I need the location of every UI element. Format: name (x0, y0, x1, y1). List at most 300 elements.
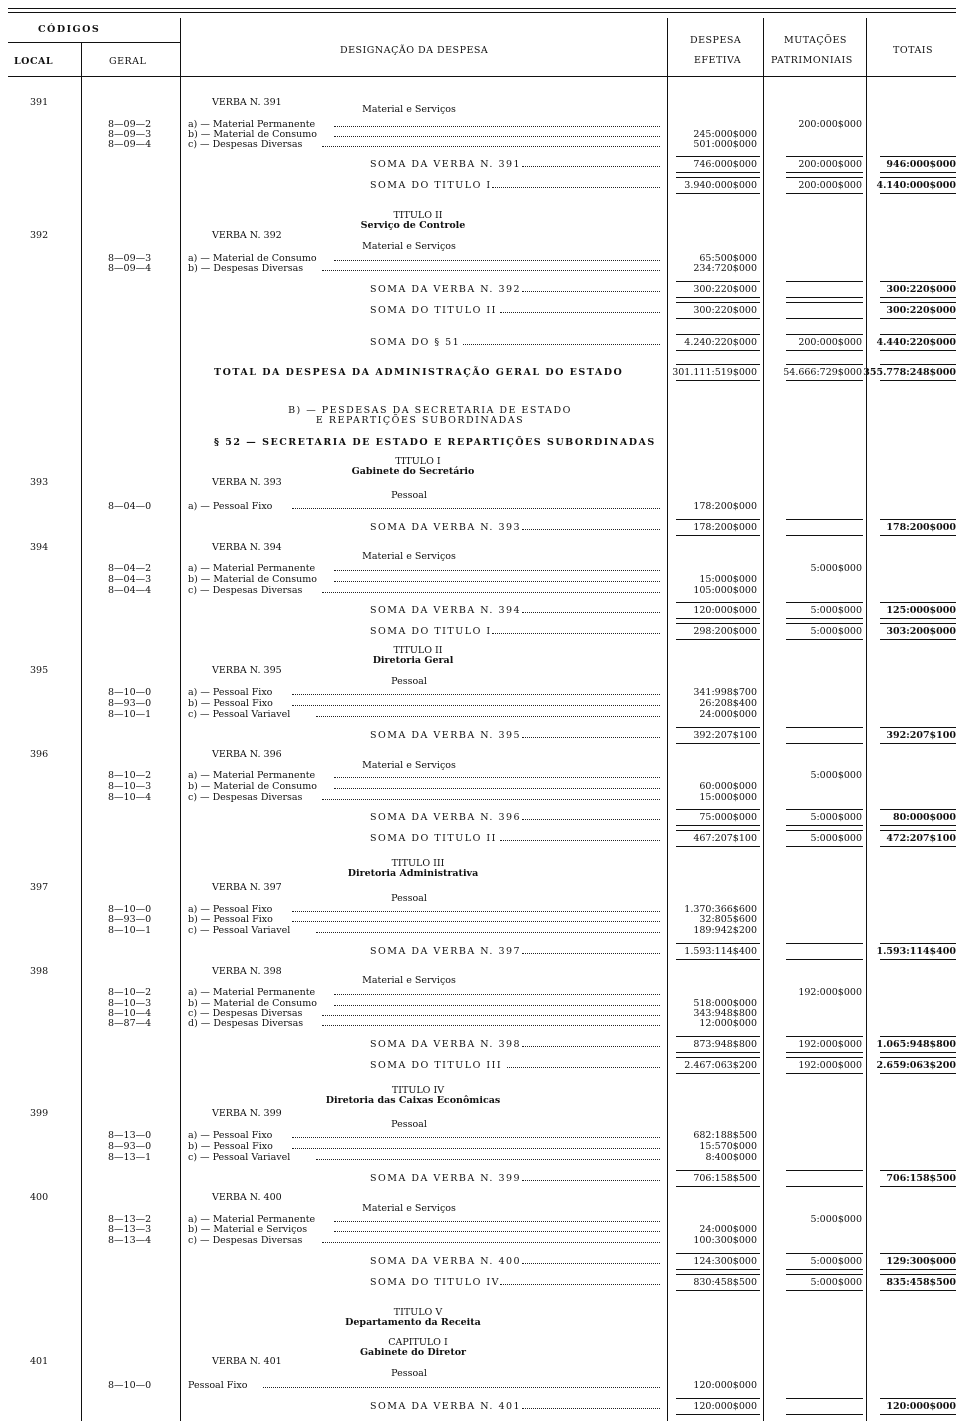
sum-rule (676, 1414, 760, 1415)
sum-rule (786, 297, 863, 298)
soma-label: SOMA DA VERBA N. 396 (370, 812, 522, 823)
sum-rule (880, 1057, 956, 1058)
sum-rule (880, 1414, 956, 1415)
header-efetiva: EFETIVA (694, 55, 742, 66)
titulo-label: CAPITULO I (388, 1337, 448, 1348)
sum-rule (786, 1170, 863, 1171)
sum-rule (786, 1186, 863, 1187)
sum-rule (786, 380, 863, 381)
soma-label: SOMA DA VERBA N. 392 (370, 284, 522, 295)
geral-code: 8—10—4 (108, 792, 152, 803)
dot-leader (322, 1025, 660, 1026)
dot-leader (322, 1015, 660, 1016)
titulo-name: Diretoria Geral (372, 655, 454, 666)
titulo-name: Diretoria das Caixas Econômicas (325, 1095, 501, 1106)
soma-label: SOMA DA VERBA N. 393 (370, 522, 522, 533)
despesa-efetiva-value: 343:948$800 (693, 1008, 757, 1019)
despesa-efetiva-value: 518:000$000 (693, 998, 757, 1009)
sum-rule (676, 172, 760, 173)
mutacoes-value: 200:000$000 (798, 159, 862, 170)
sum-rule (676, 1052, 760, 1053)
soma-label: SOMA DO TITULO III (370, 1060, 503, 1071)
geral-code: 8—13—3 (108, 1224, 152, 1235)
item-description: b) — Material e Serviços (188, 1224, 308, 1235)
group-heading: Material e Serviços (362, 760, 456, 771)
sum-rule (786, 535, 863, 536)
geral-code: 8—04—0 (108, 501, 152, 512)
dot-leader (334, 777, 660, 778)
section-title: B) — PESDESAS DA SECRETARIA DE ESTADO (288, 405, 572, 416)
sum-rule (676, 1253, 760, 1254)
dot-leader (292, 694, 660, 695)
verba-label: VERBA N. 392 (212, 230, 282, 241)
sum-rule (786, 1290, 863, 1291)
totais-value: 706:158$500 (886, 1173, 956, 1184)
dot-leader (316, 932, 660, 933)
mutacoes-value: 200:000$000 (798, 119, 862, 130)
sum-rule (786, 177, 863, 178)
group-heading: Material e Serviços (362, 104, 456, 115)
sum-rule (880, 809, 956, 810)
geral-code: 8—87—4 (108, 1018, 152, 1029)
despesa-efetiva-value: 341:998$700 (693, 687, 757, 698)
despesa-efetiva-value: 120:000$000 (693, 1401, 757, 1412)
paragraph-title: § 52 — SECRETARIA DE ESTADO E REPARTIÇÕES SUBORDINADAS (214, 437, 656, 448)
sum-rule (786, 602, 863, 603)
geral-code: 8—93—0 (108, 914, 152, 925)
sum-rule (676, 297, 760, 298)
sum-rule (880, 281, 956, 282)
sum-rule (880, 350, 956, 351)
item-description: a) — Material Permanente (188, 1214, 316, 1225)
sum-rule (880, 743, 956, 744)
soma-label: SOMA DA VERBA N. 394 (370, 605, 522, 616)
geral-code: 8—09—4 (108, 139, 152, 150)
dot-leader (322, 270, 660, 271)
verba-label: VERBA N. 397 (212, 882, 282, 893)
soma-label: SOMA DA VERBA N. 400 (370, 1256, 522, 1267)
dot-leader (463, 344, 660, 345)
totais-value: 4.140:000$000 (876, 180, 956, 191)
item-description: b) — Material de Consumo (188, 574, 318, 585)
dot-leader (322, 146, 660, 147)
dot-leader (334, 581, 660, 582)
item-description: Pessoal Fixo (188, 1380, 248, 1391)
sum-rule (786, 943, 863, 944)
geral-code: 8—09—3 (108, 253, 152, 264)
dot-leader (522, 529, 660, 530)
sum-rule (676, 1290, 760, 1291)
soma-label: SOMA DA VERBA N. 391 (370, 159, 522, 170)
sum-rule (676, 177, 760, 178)
local-code: 392 (30, 230, 49, 241)
sum-rule (676, 830, 760, 831)
soma-label: SOMA DO TITULO I (370, 626, 492, 637)
item-description: c) — Pessoal Variavel (188, 925, 291, 936)
titulo-label: TITULO III (391, 858, 445, 869)
geral-code: 8—93—0 (108, 1141, 152, 1152)
dot-leader (292, 1137, 660, 1138)
titulo-name: Diretoria Administrativa (347, 868, 479, 879)
despesa-efetiva-value: 189:942$200 (693, 925, 757, 936)
totais-value: 129:300$000 (886, 1256, 956, 1267)
sum-rule (880, 156, 956, 157)
verba-label: VERBA N. 399 (212, 1108, 282, 1119)
sum-rule (786, 1414, 863, 1415)
mutacoes-value: 5:000$000 (810, 563, 862, 574)
titulo-name: Serviço de Controle (360, 220, 466, 231)
col-rule-designacao (667, 18, 668, 1421)
group-heading: Material e Serviços (362, 551, 456, 562)
despesa-efetiva-value: 298:200$000 (693, 626, 757, 637)
totais-value: 355.778:248$000 (863, 367, 956, 378)
item-description: a) — Material Permanente (188, 770, 316, 781)
despesa-efetiva-value: 301.111:519$000 (672, 367, 757, 378)
sum-rule (676, 318, 760, 319)
item-description: c) — Pessoal Variavel (188, 709, 291, 720)
dot-leader (334, 136, 660, 137)
item-description: c) — Despesas Diversas (188, 585, 303, 596)
verba-label: VERBA N. 393 (212, 477, 282, 488)
sum-rule (676, 1057, 760, 1058)
geral-code: 8—10—3 (108, 998, 152, 1009)
item-description: b) — Pessoal Fixo (188, 1141, 273, 1152)
item-description: b) — Material de Consumo (188, 129, 318, 140)
dot-leader (522, 612, 660, 613)
geral-code: 8—04—2 (108, 563, 152, 574)
sum-rule (880, 172, 956, 173)
sum-rule (880, 1253, 956, 1254)
header-codigos-rule (8, 42, 180, 43)
sum-rule (786, 830, 863, 831)
dot-leader (322, 799, 660, 800)
totais-value: 1.593:114$400 (876, 946, 956, 957)
despesa-efetiva-value: 26:208$400 (699, 698, 757, 709)
soma-label: SOMA DA VERBA N. 401 (370, 1401, 522, 1412)
dot-leader (522, 1180, 660, 1181)
despesa-efetiva-value: 15:000$000 (699, 574, 757, 585)
mutacoes-value: 192:000$000 (798, 1039, 862, 1050)
sum-rule (880, 380, 956, 381)
item-description: a) — Material de Consumo (188, 253, 317, 264)
sum-rule (786, 172, 863, 173)
dot-leader (334, 1231, 660, 1232)
despesa-efetiva-value: 65:500$000 (699, 253, 757, 264)
group-heading: Material e Serviços (362, 975, 456, 986)
sum-rule (786, 193, 863, 194)
sum-rule (786, 623, 863, 624)
group-heading: Pessoal (391, 1368, 427, 1379)
item-description: b) — Material de Consumo (188, 781, 318, 792)
soma-label: SOMA DO TITULO II (370, 305, 497, 316)
sum-rule (676, 727, 760, 728)
geral-code: 8—09—2 (108, 119, 152, 130)
mutacoes-value: 5:000$000 (810, 1277, 862, 1288)
totais-value: 946:000$000 (886, 159, 956, 170)
soma-label: SOMA DO TITULO I (370, 180, 492, 191)
item-description: a) — Material Permanente (188, 119, 316, 130)
sum-rule (786, 364, 863, 365)
col-rule-local (81, 42, 82, 1421)
mutacoes-value: 5:000$000 (810, 626, 862, 637)
group-heading: Pessoal (391, 490, 427, 501)
local-code: 398 (30, 966, 49, 977)
sum-rule (676, 639, 760, 640)
sum-rule (676, 1274, 760, 1275)
item-description: c) — Pessoal Variavel (188, 1152, 291, 1163)
sum-rule (676, 302, 760, 303)
dot-leader (334, 788, 660, 789)
despesa-efetiva-value: 120:000$000 (693, 605, 757, 616)
section-subtitle: E REPARTIÇÕES SUBORDINADAS (315, 415, 525, 426)
geral-code: 8—10—1 (108, 709, 152, 720)
dot-leader (322, 1242, 660, 1243)
group-heading: Pessoal (391, 676, 427, 687)
sum-rule (880, 846, 956, 847)
sum-rule (786, 618, 863, 619)
sum-rule (676, 519, 760, 520)
item-description: c) — Despesas Diversas (188, 1008, 303, 1019)
header-despesa: DESPESA (690, 35, 742, 46)
col-rule-despesa (763, 18, 764, 1421)
totais-value: 300:220$000 (886, 284, 956, 295)
dot-leader (522, 166, 660, 167)
verba-label: VERBA N. 391 (212, 97, 282, 108)
dot-leader (316, 716, 660, 717)
sum-rule (880, 825, 956, 826)
mutacoes-value: 192:000$000 (798, 987, 862, 998)
totais-value: 392:207$100 (886, 730, 956, 741)
despesa-efetiva-value: 120:000$000 (693, 1380, 757, 1391)
item-description: a) — Material Permanente (188, 987, 316, 998)
item-description: c) — Despesas Diversas (188, 792, 303, 803)
sum-rule (880, 1073, 956, 1074)
geral-code: 8—10—4 (108, 1008, 152, 1019)
titulo-name: Gabinete do Diretor (359, 1347, 467, 1358)
local-code: 401 (30, 1356, 49, 1367)
sum-rule (676, 743, 760, 744)
sum-rule (880, 519, 956, 520)
totais-value: 2.659:063$200 (876, 1060, 956, 1071)
sum-rule (676, 364, 760, 365)
sum-rule (676, 825, 760, 826)
dot-leader (316, 1159, 660, 1160)
item-description: d) — Despesas Diversas (188, 1018, 304, 1029)
soma-label: SOMA DO TITULO IV (370, 1277, 500, 1288)
sum-rule (786, 302, 863, 303)
sum-rule (676, 1398, 760, 1399)
sum-rule (786, 156, 863, 157)
geral-code: 8—04—3 (108, 574, 152, 585)
soma-label: SOMA DA VERBA N. 395 (370, 730, 522, 741)
sum-rule (880, 959, 956, 960)
sum-rule (676, 943, 760, 944)
mutacoes-value: 200:000$000 (798, 337, 862, 348)
titulo-name: Departamento da Receita (345, 1317, 481, 1328)
sum-rule (786, 639, 863, 640)
dot-leader (500, 840, 660, 841)
sum-rule (676, 281, 760, 282)
sum-rule (676, 809, 760, 810)
item-description: c) — Despesas Diversas (188, 1235, 303, 1246)
sum-rule (786, 959, 863, 960)
dot-leader (522, 1408, 660, 1409)
sum-rule (880, 1036, 956, 1037)
sum-rule (786, 1269, 863, 1270)
titulo-label: TITULO II (393, 210, 443, 221)
header-patrimoniais: PATRIMONIAIS (771, 55, 853, 66)
despesa-efetiva-value: 873:948$800 (693, 1039, 757, 1050)
dot-leader (522, 737, 660, 738)
despesa-efetiva-value: 245:000$000 (693, 129, 757, 140)
dot-leader (322, 592, 660, 593)
dot-leader (522, 953, 660, 954)
sum-rule (880, 177, 956, 178)
group-heading: Material e Serviços (362, 241, 456, 252)
col-rule-geral (180, 18, 181, 1421)
local-code: 395 (30, 665, 49, 676)
sum-rule (786, 350, 863, 351)
despesa-efetiva-value: 501:000$000 (693, 139, 757, 150)
sum-rule (786, 825, 863, 826)
group-heading: Material e Serviços (362, 1203, 456, 1214)
item-description: c) — Despesas Diversas (188, 139, 303, 150)
despesa-efetiva-value: 392:207$100 (693, 730, 757, 741)
dot-leader (522, 819, 660, 820)
item-description: b) — Despesas Diversas (188, 263, 304, 274)
sum-rule (676, 1073, 760, 1074)
geral-code: 8—13—4 (108, 1235, 152, 1246)
item-description: a) — Pessoal Fixo (188, 687, 273, 698)
group-heading: Pessoal (391, 893, 427, 904)
despesa-efetiva-value: 682:188$500 (693, 1130, 757, 1141)
geral-code: 8—10—2 (108, 770, 152, 781)
sum-rule (880, 618, 956, 619)
sum-rule (786, 1052, 863, 1053)
despesa-efetiva-value: 124:300$000 (693, 1256, 757, 1267)
col-rule-mutacoes (866, 18, 867, 1421)
sum-rule (786, 1274, 863, 1275)
geral-code: 8—04—4 (108, 585, 152, 596)
geral-code: 8—93—0 (108, 698, 152, 709)
totais-value: 178:200$000 (886, 522, 956, 533)
sum-rule (676, 959, 760, 960)
local-code: 393 (30, 477, 49, 488)
item-description: a) — Pessoal Fixo (188, 904, 273, 915)
sum-rule (676, 602, 760, 603)
dot-leader (522, 1046, 660, 1047)
despesa-efetiva-value: 12:000$000 (699, 1018, 757, 1029)
sum-rule (880, 1186, 956, 1187)
sum-rule (676, 334, 760, 335)
soma-label: SOMA DA VERBA N. 397 (370, 946, 522, 957)
sum-rule (676, 1036, 760, 1037)
sum-rule (676, 380, 760, 381)
sum-rule (676, 193, 760, 194)
totais-value: 303:200$000 (886, 626, 956, 637)
verba-label: VERBA N. 395 (212, 665, 282, 676)
despesa-efetiva-value: 300:220$000 (693, 305, 757, 316)
despesa-efetiva-value: 178:200$000 (693, 522, 757, 533)
mutacoes-value: 5:000$000 (810, 1214, 862, 1225)
item-description: b) — Pessoal Fixo (188, 698, 273, 709)
despesa-efetiva-value: 15:000$000 (699, 792, 757, 803)
sum-rule (786, 1057, 863, 1058)
dot-leader (492, 633, 660, 634)
sum-rule (880, 364, 956, 365)
dot-leader (334, 1221, 660, 1222)
dot-leader (334, 994, 660, 995)
totais-value: 125:000$000 (886, 605, 956, 616)
totais-value: 835:458$500 (886, 1277, 956, 1288)
totais-value: 1.065:948$800 (876, 1039, 956, 1050)
geral-code: 8—10—3 (108, 781, 152, 792)
sum-rule (880, 623, 956, 624)
header-designacao: DESIGNAÇÃO DA DESPESA (340, 45, 489, 56)
mutacoes-value: 54.666:729$000 (783, 367, 862, 378)
local-code: 400 (30, 1192, 49, 1203)
geral-code: 8—09—3 (108, 129, 152, 140)
totais-value: 80:000$000 (893, 812, 956, 823)
sum-rule (880, 727, 956, 728)
verba-label: VERBA N. 396 (212, 749, 282, 760)
total-label: TOTAL DA DESPESA DA ADMINISTRAÇÃO GERAL DO ESTADO (214, 367, 624, 378)
titulo-label: TITULO II (393, 645, 443, 656)
sum-rule (880, 334, 956, 335)
despesa-efetiva-value: 4.240:220$000 (684, 337, 757, 348)
local-code: 391 (30, 97, 49, 108)
sum-rule (880, 297, 956, 298)
despesa-efetiva-value: 100:300$000 (693, 1235, 757, 1246)
totais-value: 120:000$000 (886, 1401, 956, 1412)
dot-leader (292, 508, 660, 509)
item-description: b) — Pessoal Fixo (188, 914, 273, 925)
dot-leader (334, 260, 660, 261)
sum-rule (880, 830, 956, 831)
item-description: b) — Material de Consumo (188, 998, 318, 1009)
despesa-efetiva-value: 2.467:063$200 (684, 1060, 757, 1071)
soma-label: SOMA DO TITULO II (370, 833, 497, 844)
item-description: a) — Pessoal Fixo (188, 1130, 273, 1141)
titulo-name: Gabinete do Secretário (351, 466, 475, 477)
despesa-efetiva-value: 1.593:114$400 (684, 946, 757, 957)
sum-rule (880, 193, 956, 194)
totais-value: 472:207$100 (886, 833, 956, 844)
dot-leader (292, 1148, 660, 1149)
dot-leader (522, 291, 660, 292)
despesa-efetiva-value: 24:000$000 (699, 709, 757, 720)
header-bottom-rule (8, 76, 956, 77)
local-code: 397 (30, 882, 49, 893)
sum-rule (676, 350, 760, 351)
sum-rule (676, 1170, 760, 1171)
sum-rule (786, 743, 863, 744)
mutacoes-value: 200:000$000 (798, 180, 862, 191)
dot-leader (492, 187, 660, 188)
sum-rule (880, 1274, 956, 1275)
sum-rule (880, 1269, 956, 1270)
sum-rule (880, 1052, 956, 1053)
despesa-efetiva-value: 8:400$000 (705, 1152, 757, 1163)
sum-rule (676, 623, 760, 624)
despesa-efetiva-value: 75:000$000 (699, 812, 757, 823)
sum-rule (786, 1073, 863, 1074)
sum-rule (786, 809, 863, 810)
header-mutacoes: MUTAÇÕES (784, 35, 847, 46)
sum-rule (880, 318, 956, 319)
geral-code: 8—10—0 (108, 687, 152, 698)
despesa-efetiva-value: 1.370:366$600 (684, 904, 757, 915)
